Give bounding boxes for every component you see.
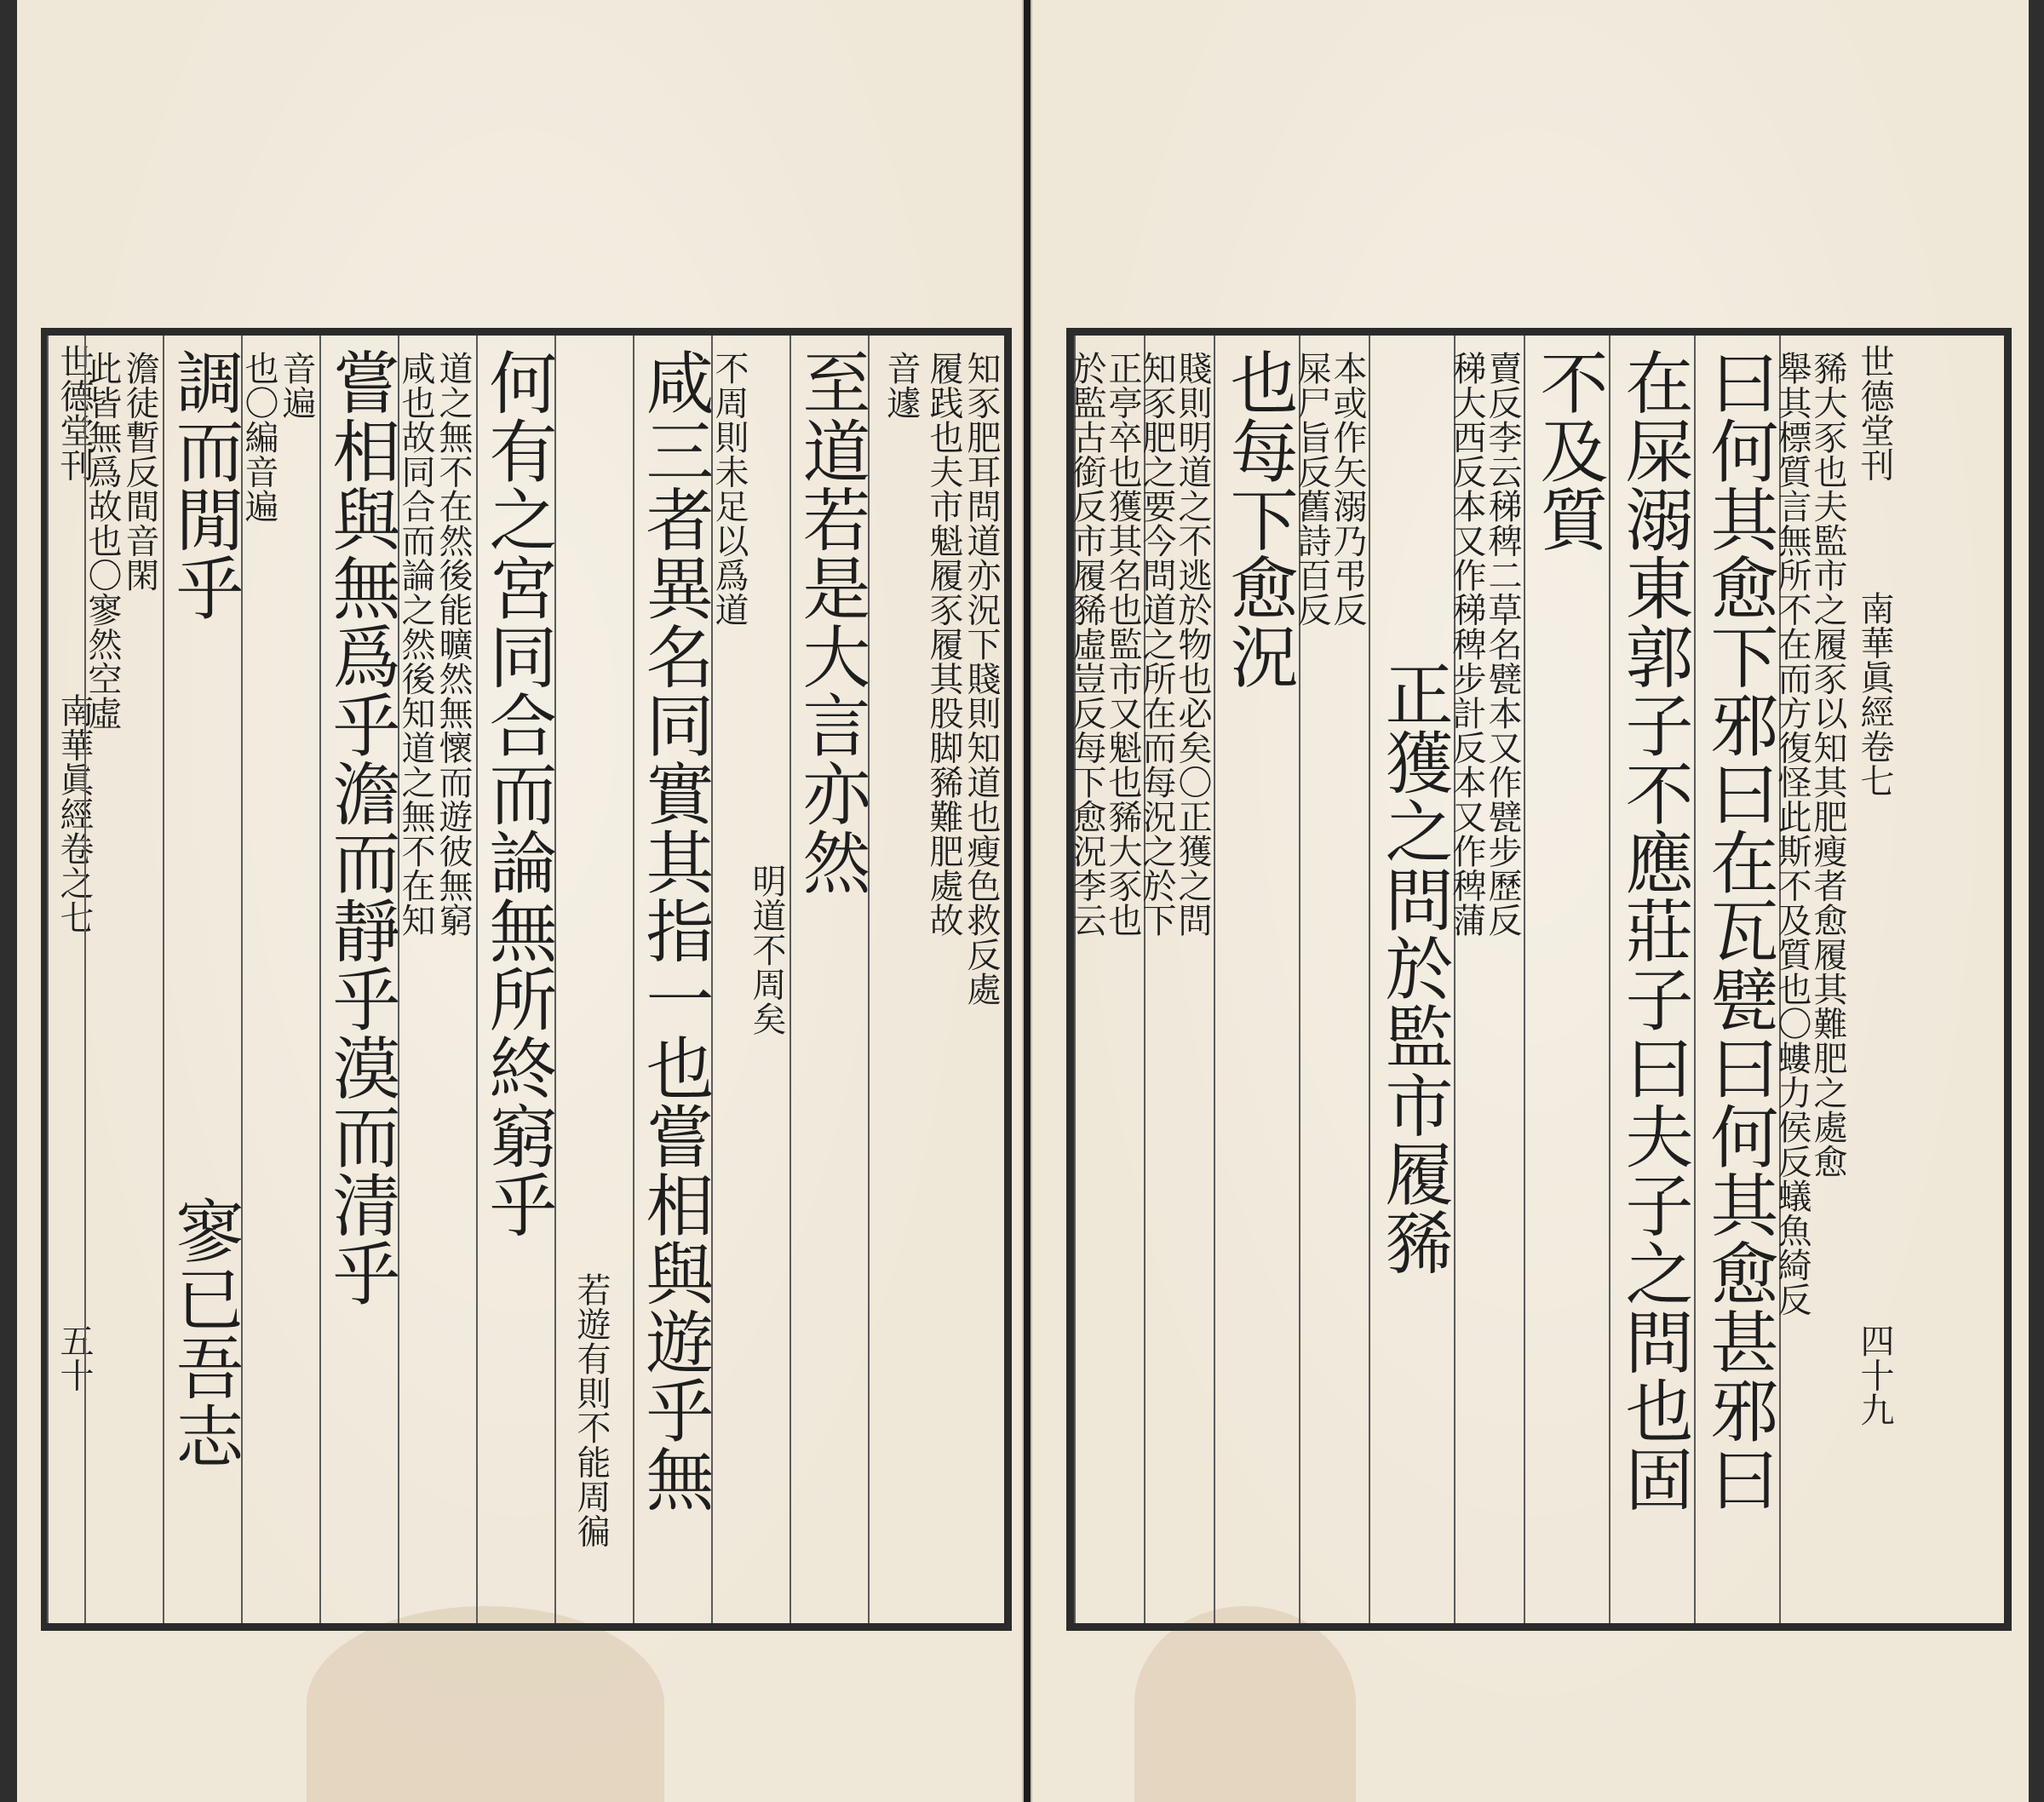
right-text-frame (1066, 328, 2012, 1631)
left-col-6 (633, 336, 714, 1623)
left-text-frame (41, 328, 1012, 1631)
anno-line: 於監古銜反市履豨虛豈反每下愈況李云 (1067, 351, 1106, 938)
banxin-middle: 南華眞經卷之七 (55, 693, 94, 935)
banxin-middle: 南華眞經卷七 (1855, 591, 1894, 798)
anno-line: 若遊有則不能周徧 (571, 1272, 611, 1548)
main-text: 咸三者異名同實其指一也嘗相與遊乎無 (634, 347, 714, 1513)
anno-line: 本或作矢溺乃弔反 (1328, 351, 1367, 627)
right-col-4 (1447, 336, 1524, 1623)
main-text: 曰何其愈下邪曰在瓦甓曰何其愈甚邪曰 (1699, 347, 1778, 1513)
left-page (17, 0, 1024, 1802)
left-col-3 (868, 336, 922, 1623)
left-col-9 (398, 336, 476, 1623)
right-col-1 (1694, 336, 1779, 1623)
anno-line: 知豕肥之要今問道之所在而每況之於下 (1137, 351, 1176, 938)
anno-line: 音遍 (277, 351, 316, 420)
left-col-5 (711, 336, 789, 1623)
page-stain (1134, 1606, 1356, 1802)
right-page (1031, 0, 2029, 1802)
main-text: 正獲之問於監市履豨 (1374, 659, 1453, 1277)
main-text: 不及質 (1529, 347, 1608, 554)
main-text: 嘗相與無爲乎澹而靜乎漠而清乎 (321, 347, 400, 1307)
left-col-2 (922, 336, 1004, 1623)
banxin-bottom: 四十九 (1855, 1323, 1894, 1427)
right-col-6 (1292, 336, 1369, 1623)
left-col-10 (319, 336, 398, 1623)
left-banxin (47, 336, 94, 1623)
main-text: 至道若是大言亦然 (791, 347, 870, 896)
banxin-top: 世德堂刊 (1855, 344, 1894, 482)
main-text: 在屎溺東郭子不應莊子曰夫子之問也固 (1614, 347, 1693, 1513)
left-col-13 (84, 336, 163, 1623)
left-col-11 (241, 336, 319, 1623)
anno-line: 稊大西反本又作稊稗步計反本又作稗蒲 (1447, 351, 1486, 938)
main-text: 也每下愈況 (1219, 347, 1298, 691)
right-col-5 (1369, 336, 1454, 1623)
anno-line: 知豕肥耳問道亦況下賤則知道也瘦色救反處 (962, 351, 1001, 1007)
right-col-7 (1214, 336, 1299, 1623)
anno-line: 咸也故同合而論之然後知道之無不在知 (396, 351, 435, 938)
left-col-7 (554, 336, 633, 1623)
page-stain (307, 1606, 664, 1802)
main-text: 調而閒乎 (164, 347, 244, 622)
right-banxin (1849, 336, 1894, 1623)
anno-line: 賤則明道之不逃於物也必矣〇正獲之問 (1173, 351, 1212, 938)
anno-line: 豨大豕也夫監市之履豕以知其肥瘦者愈履其難肥之處愈 (1808, 351, 1847, 1179)
anno-line: 道之無不在然後能曠然無懷而遊彼無窮 (433, 351, 473, 938)
anno-line: 音遽 (881, 351, 921, 420)
anno-line: 此皆無爲故也〇寥然空虛 (83, 351, 122, 731)
anno-line: 澹徒暫反間音閑 (120, 351, 159, 593)
left-col-12 (163, 336, 244, 1623)
right-col-notes (1772, 336, 1849, 1623)
right-col-2 (1609, 336, 1694, 1623)
banxin-top: 世德堂刊 (55, 344, 94, 482)
anno-line: 履践也夫市魁履豕履其股脚豨難肥處故 (924, 351, 963, 938)
book-spread (17, 0, 2027, 1802)
left-col-8 (476, 336, 557, 1623)
anno-line: 賣反李云稊稗二草名甓本又作甓步歷反 (1483, 351, 1522, 938)
anno-line: 明道不周矣 (747, 864, 786, 1036)
anno-line: 舉其標質言無所不在而方復怪此斯不及質也〇螻力侯反蟻魚綺反 (1772, 351, 1811, 1317)
main-text: 寥已吾志 (164, 1196, 244, 1470)
anno-line: 正亭卒也獲其名也監市又魁也豨大豕也 (1103, 351, 1142, 938)
banxin-bottom: 五十 (55, 1323, 94, 1392)
left-col-4 (789, 336, 868, 1623)
anno-line: 也〇編音遍 (239, 351, 278, 524)
anno-line: 不周則未足以爲道 (709, 351, 749, 627)
right-col-9 (1067, 336, 1144, 1623)
main-text: 何有之宮同合而論無所終窮乎 (478, 347, 557, 1239)
anno-line: 屎尸旨反舊詩百反 (1292, 351, 1331, 627)
right-col-3 (1524, 336, 1609, 1623)
right-col-8 (1137, 336, 1214, 1623)
